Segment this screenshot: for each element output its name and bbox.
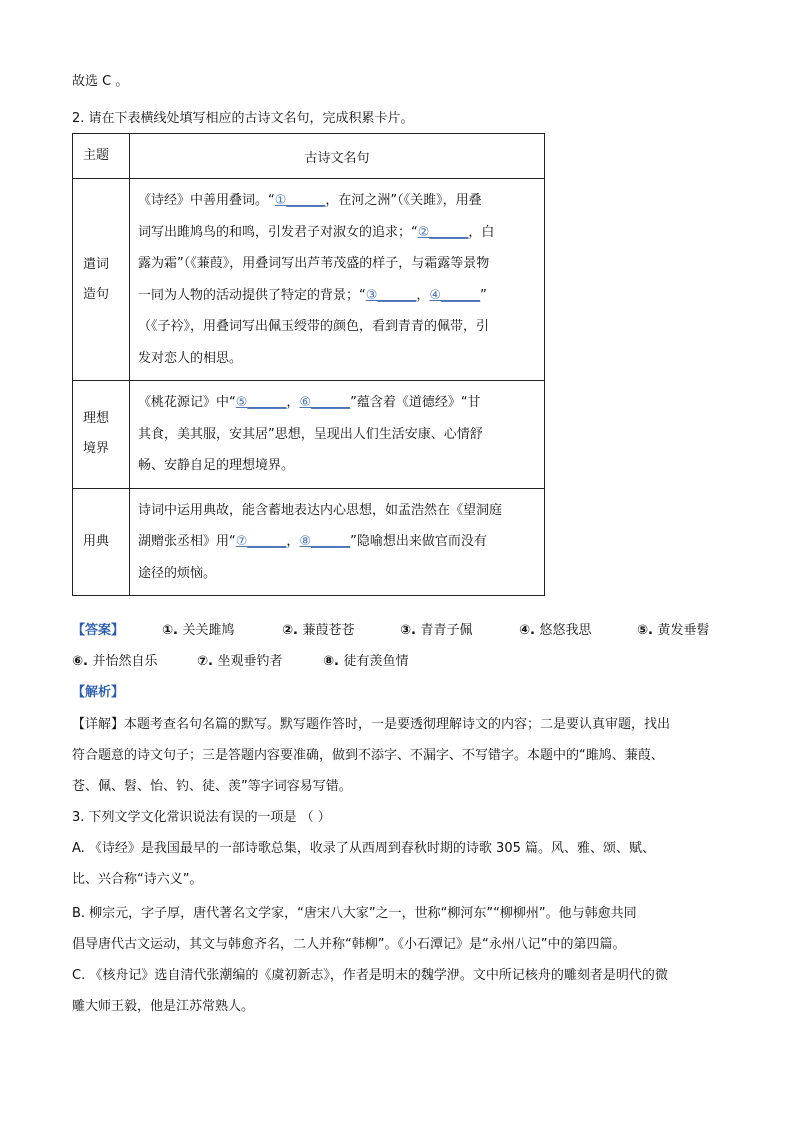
fill-blank: ③______: [365, 287, 417, 303]
answer-number: ③.: [400, 623, 421, 638]
answer-item: [282, 621, 355, 641]
row-content-line: [138, 217, 534, 249]
detail-line: 符合题意的诗文句子；三是答题内容要准确，做到不添字、不漏字、不写错字。本题中的“雎鸠、蒹葭、: [72, 748, 664, 763]
answer-item: [197, 652, 283, 672]
option-line: 雕大师王毅，他是江苏常熟人。: [72, 999, 255, 1014]
row-theme-text: 造句: [83, 286, 110, 302]
answer-text: 蒹葭苍苍: [302, 623, 355, 638]
row-theme-text: 理想: [83, 411, 110, 427]
text-segment: 露为霜”（《蒹葭》，用叠词写出芦苇茂盛的样子，与霜露等景物: [138, 256, 490, 271]
row-content: [130, 179, 545, 381]
row-content: [130, 488, 545, 596]
text-segment: ”隐喻想出来做官而没有: [350, 534, 487, 549]
table-header-row: [73, 134, 545, 179]
fill-blank: ②______: [417, 224, 469, 240]
answer-line-1: [72, 621, 124, 641]
answer-text: 坐观垂钓者: [217, 654, 283, 669]
answer-text: 青青子佩: [420, 623, 473, 638]
text-segment: （《子衿》，用叠词写出佩玉绶带的颜色，看到青青的佩带，引: [138, 319, 490, 334]
text-segment: ，: [286, 534, 300, 549]
row-theme-text: 用典: [83, 533, 110, 549]
row-theme-text: 遣词: [83, 256, 110, 272]
fill-blank: ⑤______: [235, 395, 287, 410]
row-content: [130, 381, 545, 489]
option-line: C. 《核舟记》选自清代张潮编的《虞初新志》，作者是明末的魏学洢。文中所记核舟的雕刻者是明代的微: [72, 968, 668, 983]
text-segment: 《桃花源记》中“: [138, 395, 236, 410]
fill-blank: ⑦______: [235, 534, 287, 549]
row-content-line: [138, 495, 534, 527]
row-content-line: [138, 185, 534, 217]
answer-item: [323, 652, 409, 672]
text-segment: 湖赠张丞相》用“: [138, 534, 236, 549]
answer-text: 并怡然自乐: [92, 654, 158, 669]
answer-item: [72, 652, 158, 672]
text-segment: ，: [286, 395, 300, 410]
fill-blank: ①______: [274, 193, 326, 208]
answer-number: ①.: [162, 623, 183, 638]
question-2-stem: 2. 请在下表横线处填写相应的古诗文名句，完成积累卡片。: [72, 111, 414, 126]
option-line: 倡导唐代古文运动，其文与韩愈齐名，二人并称“韩柳”。《小石潭记》是“永州八记”中的第四篇。: [72, 937, 626, 952]
answer-item: [519, 621, 592, 641]
row-content-line: [138, 280, 534, 312]
row-content-line: [138, 248, 534, 280]
text-segment: 《诗经》中善用叠词。“: [138, 193, 275, 208]
answer-text: 徒有羡鱼情: [343, 654, 409, 669]
text-segment: ，: [416, 287, 430, 303]
row-theme: [73, 488, 130, 596]
text-segment: ，白: [468, 224, 495, 240]
answer-number: ⑤.: [637, 623, 658, 638]
text-segment: ”蕴含着《道德经》“甘: [350, 395, 481, 410]
analysis-label: 【解析】: [72, 685, 125, 700]
accumulation-card-table: [72, 133, 545, 596]
fill-blank: ⑥______: [299, 395, 351, 410]
row-content-line: [138, 450, 534, 482]
text-segment: 发对恋人的相思。: [138, 350, 243, 366]
row-theme: [73, 179, 130, 381]
row-content-line: [138, 311, 534, 343]
header-lines: 古诗文名句: [130, 134, 545, 179]
answer-label: 【答案】: [72, 623, 125, 638]
row-content-line: [138, 419, 534, 451]
option-line: B. 柳宗元，字子厚，唐代著名文学家，“唐宋八大家”之一，世称“柳河东”“柳柳州”。他与韩愈共同: [72, 906, 637, 921]
row-content-line: [138, 387, 534, 419]
option-line: A. 《诗经》是我国最早的一部诗歌总集，收录了从西周到春秋时期的诗歌 305 篇。风、雅、颂、赋、: [72, 841, 656, 856]
text-segment: ，在河之洲”（《关雎》，用叠: [325, 193, 482, 208]
answer-number: ⑦.: [197, 654, 218, 669]
table-row: [73, 381, 545, 489]
text-segment: ”: [480, 287, 487, 303]
fill-blank: ④______: [429, 287, 481, 303]
answer-item: [400, 621, 473, 641]
row-theme: [73, 381, 130, 489]
table-row: [73, 179, 545, 381]
text-segment: 诗词中运用典故，能含蓄地表达内心思想，如孟浩然在《望洞庭: [138, 502, 503, 518]
answer-text: 悠悠我思: [539, 623, 592, 638]
answer-item: [637, 621, 710, 641]
text-segment: 一同为人物的活动提供了特定的背景；“: [138, 287, 366, 303]
prev-answer-text: 故选 C 。: [72, 74, 129, 89]
text-segment: 其食，美其服，安其居”思想，呈现出人们生活安康、心情舒: [138, 426, 483, 442]
detail-line: 苍、佩、髫、怡、钓、徒、羡”等字词容易写错。: [72, 779, 352, 794]
detail-line: 【详解】本题考查名句名篇的默写。默写题作答时，一是要透彻理解诗文的内容；二是要认真审题，找出: [72, 717, 671, 732]
row-content-line: [138, 558, 534, 590]
option-line: 比、兴合称“诗六义”。: [72, 872, 203, 887]
row-theme-text: 境界: [83, 441, 110, 457]
row-content-line: [138, 343, 534, 375]
answer-item: [162, 621, 235, 641]
answer-number: ⑧.: [323, 654, 344, 669]
header-theme: 主题: [73, 134, 130, 179]
row-content-line: [138, 526, 534, 558]
answer-number: ②.: [282, 623, 303, 638]
answer-text: 关关雎鸠: [182, 623, 235, 638]
table-row: [73, 488, 545, 596]
fill-blank: ⑧______: [299, 534, 351, 549]
answer-number: ⑥.: [72, 654, 93, 669]
question-3-stem: 3. 下列文学文化常识说法有误的一项是 （ ）: [72, 810, 331, 825]
text-segment: 词写出雎鸠鸟的和鸣，引发君子对淑女的追求；“: [138, 224, 418, 240]
text-segment: 途径的烦恼。: [138, 565, 217, 581]
answer-number: ④.: [519, 623, 540, 638]
text-segment: 畅、安静自足的理想境界。: [138, 458, 295, 473]
answer-text: 黄发垂髫: [657, 623, 710, 638]
